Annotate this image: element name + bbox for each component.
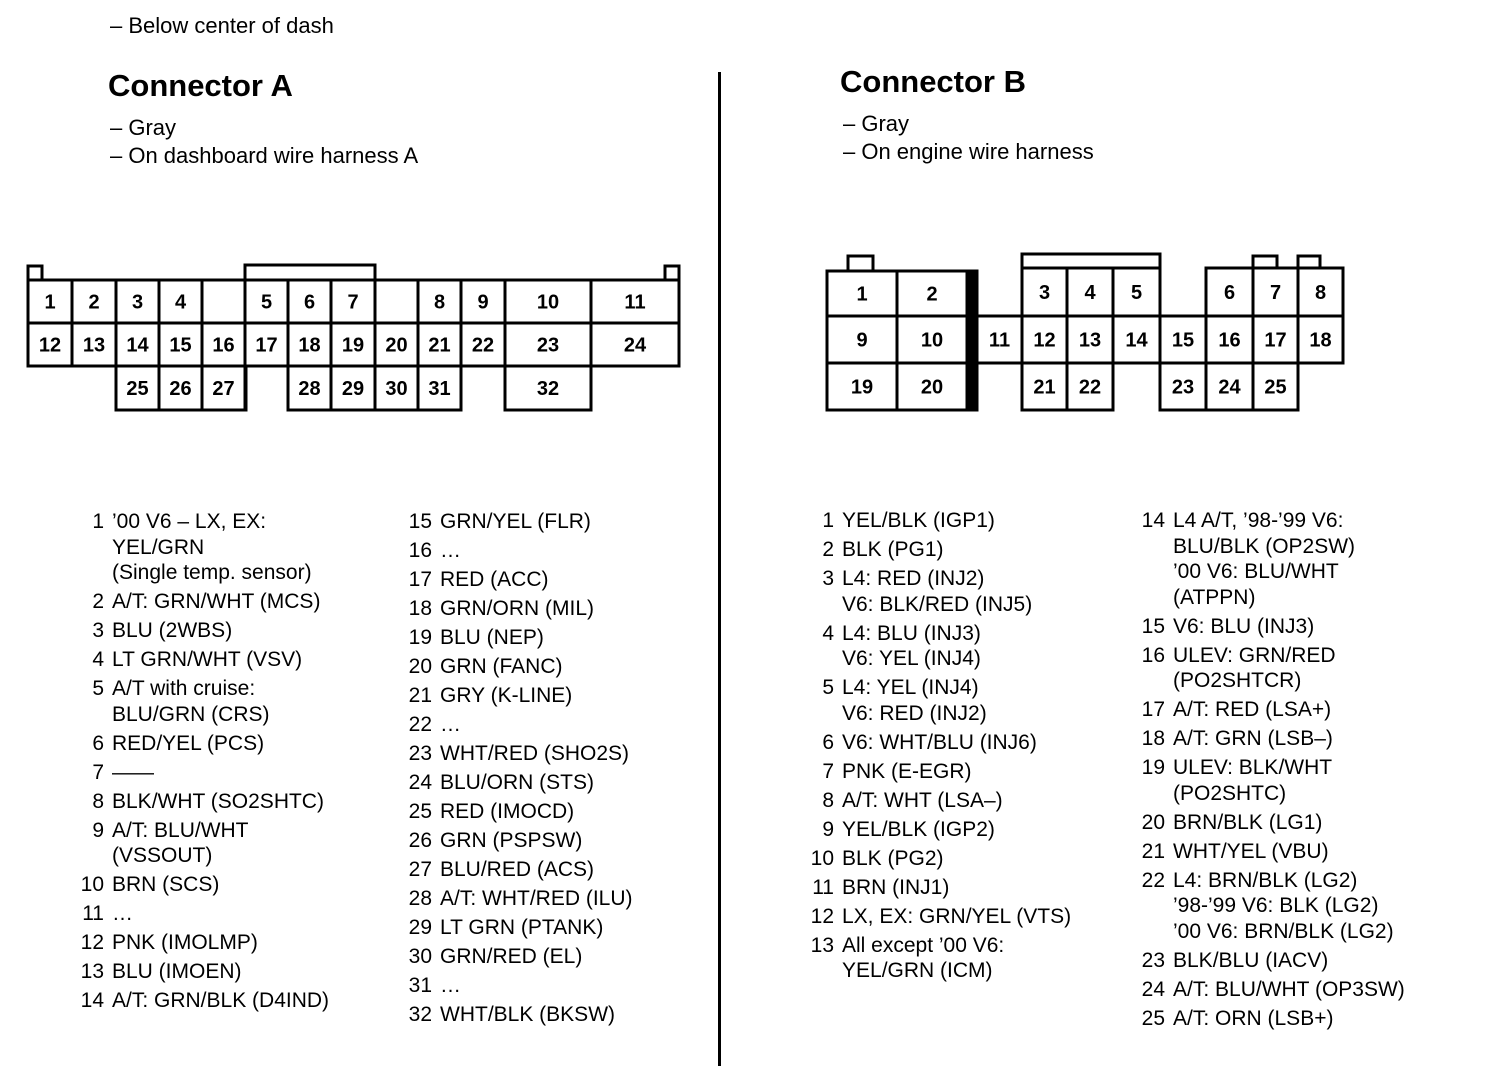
pin-description: A/T: BLU/WHT (112, 818, 249, 842)
connector-a-cavity-label: 32 (536, 378, 560, 400)
pin-description: L4: BLU (INJ3) (842, 621, 981, 645)
pin-description: ULEV: GRN/RED (1173, 643, 1336, 667)
connector-b-cavity-label: 25 (1264, 376, 1287, 399)
connector-a-pin-29 (408, 915, 633, 941)
pin-description: GRN (FANC) (440, 655, 563, 678)
connector-b-pin-16 (1141, 643, 1405, 694)
pin-number: 17 (408, 568, 432, 591)
pin-description: BLU/RED (ACS) (440, 858, 595, 881)
connector-a-pin-32 (408, 1002, 633, 1028)
pin-number: 28 (408, 887, 432, 910)
pin-number: 7 (822, 759, 834, 783)
connector-b-cavity-label: 7 (1269, 282, 1282, 304)
pin-description: BLU (IMOEN) (112, 960, 242, 983)
connector-a-pin-26 (408, 828, 633, 854)
connector-a-cavity-label: 28 (298, 378, 321, 400)
connector-a-pin-6 (92, 731, 329, 757)
connector-a-pin-16 (408, 538, 633, 564)
connector-a-cavity-label: 24 (623, 334, 647, 357)
pin-description: LT GRN/WHT (VSV) (112, 648, 303, 671)
pin-number: 4 (822, 621, 834, 645)
connector-a-cavity-label: 6 (303, 291, 316, 314)
pin-number: 29 (408, 916, 432, 939)
pin-description: A/T with cruise: (112, 677, 256, 700)
pin-description: WHT/RED (SHO2S) (440, 742, 629, 765)
pin-number: 22 (1141, 868, 1165, 892)
pin-description: YEL/BLK (IGP1) (842, 509, 995, 532)
pin-description: A/T: GRN/WHT (MCS) (112, 590, 321, 613)
pin-number: 21 (1141, 839, 1165, 863)
pin-number: 25 (408, 800, 432, 823)
connector-b-outline (827, 254, 1320, 410)
connector-a-pin-21 (408, 683, 633, 709)
pin-number: 10 (810, 846, 834, 870)
connector-a-pin-15 (408, 509, 633, 535)
pin-description: A/T: WHT/RED (ILU) (440, 887, 633, 910)
pin-description: —— (112, 760, 154, 784)
pin-description: A/T: RED (LSA+) (1173, 698, 1332, 721)
pin-number: 17 (1141, 698, 1165, 721)
connector-b-pin-15 (1141, 614, 1405, 640)
pin-description: BLU (NEP) (440, 626, 544, 649)
connector-b-pin-20 (1141, 810, 1405, 836)
pin-number: 12 (810, 904, 834, 928)
pin-description: BLU/GRN (CRS) (112, 702, 270, 726)
connector-b-pin-21 (1141, 839, 1405, 865)
connector-b-cavity-label: 6 (1223, 282, 1236, 304)
pin-description: L4 A/T, ’98-’99 V6: (1173, 509, 1344, 532)
pin-description: ULEV: BLK/WHT (1173, 756, 1333, 779)
pin-description: BLK/WHT (SO2SHTC) (112, 789, 324, 813)
pin-number: 15 (408, 510, 432, 533)
pin-number: 5 (92, 677, 104, 700)
connector-a-pin-list-right (408, 509, 633, 1031)
pin-number: 4 (92, 648, 104, 671)
pin-description: BRN (INJ1) (842, 875, 950, 899)
connector-b-pin-10 (810, 846, 1071, 872)
connector-a-pin-3 (92, 618, 329, 644)
connector-a-cavity-label: 2 (88, 291, 100, 314)
pin-description: RED/YEL (PCS) (112, 731, 265, 755)
pin-description: V6: YEL (INJ4) (842, 647, 981, 670)
pin-description: YEL/BLK (IGP2) (842, 817, 995, 841)
pin-description: BRN/BLK (LG1) (1173, 810, 1323, 834)
pin-description: GRN/RED (EL) (440, 945, 583, 968)
connector-b-pin-5 (822, 675, 1071, 726)
pin-number: 31 (408, 974, 432, 997)
connector-b-pin-1 (822, 508, 1071, 534)
pin-description: WHT/BLK (BKSW) (440, 1003, 616, 1026)
connector-b-title: Connector B (840, 64, 1026, 99)
connector-b-cavity-label: 8 (1314, 282, 1327, 304)
connector-a-pin-24 (408, 770, 633, 796)
pin-number: 14 (80, 989, 104, 1012)
connector-b-cavity-label: 5 (1130, 282, 1143, 304)
pin-number: 6 (822, 730, 834, 754)
connector-a-pin-22 (408, 712, 633, 738)
connector-a-pin-25 (408, 799, 633, 825)
connector-a-pin-8 (92, 789, 329, 815)
connector-b-cavity-label: 10 (920, 329, 944, 352)
connector-a-pin-10 (80, 872, 329, 898)
pin-description: … (440, 713, 461, 736)
pin-number: 8 (822, 788, 834, 812)
connector-b-pin-17 (1141, 697, 1405, 723)
connector-b-cavity-label: 15 (1171, 329, 1195, 352)
pin-description: All except ’00 V6: (842, 933, 1005, 957)
connector-a-pin-19 (408, 625, 633, 651)
pin-description: L4: RED (INJ2) (842, 567, 985, 590)
connector-a-cavity-label: 10 (536, 291, 560, 314)
pin-description: BLU (2WBS) (112, 619, 233, 642)
connector-b-cavity-label: 17 (1264, 329, 1287, 352)
connector-b-cavity-label: 4 (1084, 282, 1096, 304)
pin-number: 13 (80, 960, 104, 983)
connector-b-cavity-label: 20 (920, 376, 944, 399)
connector-a-pin-1 (92, 509, 329, 586)
connector-b-pin-3 (822, 566, 1071, 617)
pin-description: RED (IMOCD) (440, 800, 575, 823)
connector-a-note-color: – Gray (110, 115, 177, 140)
pin-description: V6: BLK/RED (INJ5) (842, 592, 1033, 616)
pin-number: 20 (408, 655, 432, 678)
connector-b-pin-9 (822, 817, 1071, 843)
pin-number: 27 (408, 858, 432, 881)
pin-number: 2 (92, 590, 104, 613)
connector-a-cavity-label: 1 (44, 291, 56, 314)
connector-b-pin-6 (822, 730, 1071, 756)
connector-a-pin-18 (408, 596, 633, 622)
pin-description: ’00 V6: BLU/WHT (1173, 560, 1339, 583)
connector-a-cavity-label: 13 (82, 334, 106, 357)
connector-b-cavity-label: 12 (1033, 329, 1056, 352)
pin-description: (PO2SHTC) (1173, 781, 1287, 805)
connector-b-pin-13 (810, 933, 1071, 984)
connector-b-cavity-label: 19 (850, 376, 874, 399)
connector-b-pin-list-left (810, 508, 1072, 987)
pin-description: … (440, 974, 461, 997)
pin-number: 25 (1141, 1006, 1165, 1030)
pin-description: A/T: GRN (LSB–) (1173, 727, 1333, 750)
pin-number: 22 (408, 713, 432, 736)
pin-number: 30 (408, 945, 432, 968)
pin-number: 26 (408, 829, 432, 852)
pin-number: 23 (408, 742, 432, 765)
connector-a-pin-11 (82, 901, 329, 927)
pin-description: L4: BRN/BLK (LG2) (1173, 868, 1358, 892)
connector-a-cavity-label: 30 (385, 378, 408, 400)
pin-description: (Single temp. sensor) (112, 561, 312, 584)
pin-number: 5 (822, 676, 834, 699)
pin-number: 9 (92, 818, 104, 842)
pin-number: 16 (408, 539, 432, 562)
pin-description: YEL/GRN (112, 535, 205, 559)
connector-a-pin-31 (408, 973, 633, 999)
connector-a-pin-23 (408, 741, 633, 767)
connector-a-title: Connector A (108, 68, 293, 103)
pin-description: BLU/ORN (STS) (440, 771, 595, 794)
pin-description: ’00 V6 – LX, EX: (112, 510, 267, 533)
top-note: – Below center of dash (110, 13, 334, 38)
connector-b-cavity-label: 16 (1218, 329, 1241, 352)
connector-b-pin-14 (1141, 508, 1405, 610)
connector-b-cavity-label: 21 (1033, 376, 1056, 399)
connector-a-cavity-label: 19 (341, 334, 365, 357)
connector-a-pin-list-left (80, 509, 330, 1017)
connector-b-cavity-label: 1 (856, 283, 868, 306)
pin-number: 3 (92, 619, 104, 642)
connector-b-pin-24 (1141, 977, 1405, 1003)
connector-b-cavity-label: 23 (1171, 376, 1195, 399)
pin-number: 18 (408, 597, 432, 620)
pin-description: (PO2SHTCR) (1173, 669, 1302, 692)
connector-a-cavity-label: 5 (260, 291, 273, 314)
pin-number: 23 (1141, 948, 1165, 972)
pin-description: LT GRN (PTANK) (440, 916, 604, 939)
connector-a-cavity-label: 15 (169, 334, 192, 357)
pin-description: (VSSOUT) (112, 844, 213, 867)
connector-a-pin-27 (408, 857, 633, 883)
connector-a-cavity-label: 9 (477, 291, 489, 314)
pin-description: A/T: WHT (LSA–) (842, 788, 1003, 812)
connector-a-pin-4 (92, 647, 329, 673)
pin-description: GRN (PSPSW) (440, 829, 583, 852)
connector-a-cavity-label: 8 (433, 291, 446, 314)
connector-a-pin-5 (92, 676, 329, 727)
pin-number: 8 (92, 789, 104, 813)
connector-a-pin-30 (408, 944, 633, 970)
connector-b-cavity-label: 18 (1309, 329, 1332, 352)
connector-a-cavity-label: 18 (298, 334, 321, 357)
pin-number: 20 (1141, 810, 1165, 834)
pin-description: LX, EX: GRN/YEL (VTS) (842, 904, 1072, 928)
connector-a-cavity-label: 11 (624, 291, 646, 314)
pin-number: 16 (1141, 643, 1165, 667)
connector-a-pin-7 (92, 760, 329, 786)
connector-a-cavity-label: 21 (428, 334, 451, 357)
connector-b-pin-23 (1141, 948, 1405, 974)
connector-b-pin-22 (1141, 868, 1405, 945)
connector-a-cavity-label: 23 (536, 334, 560, 357)
pin-number: 6 (92, 731, 104, 755)
connector-b-pin-18 (1141, 726, 1405, 752)
pin-description: … (112, 902, 133, 925)
pin-description: A/T: ORN (LSB+) (1173, 1006, 1334, 1030)
pin-description: V6: WHT/BLU (INJ6) (842, 730, 1037, 754)
pin-description: L4: YEL (INJ4) (842, 676, 979, 699)
pin-number: 1 (822, 509, 834, 532)
connector-b-pin-12 (810, 904, 1072, 930)
connector-a-cavity-label: 12 (38, 334, 62, 357)
pin-description: ’00 V6: BRN/BLK (LG2) (1173, 919, 1394, 943)
connector-a-cavity-label: 25 (126, 378, 149, 400)
pin-description: PNK (E-EGR) (842, 759, 972, 783)
pin-description: (ATPPN) (1173, 585, 1256, 609)
connector-a-cavity-label: 29 (341, 378, 365, 400)
pin-description: RED (ACC) (440, 568, 549, 591)
pin-number: 15 (1141, 614, 1165, 638)
connector-b-cavity-label: 11 (988, 329, 1011, 352)
connector-a-pin-12 (80, 930, 329, 956)
pin-description: BLU/BLK (OP2SW) (1173, 534, 1356, 558)
pin-number: 11 (812, 875, 834, 899)
pin-number: 19 (1141, 756, 1165, 779)
connector-b-pin-7 (822, 759, 1071, 785)
pin-number: 24 (408, 771, 432, 794)
pin-description: V6: RED (INJ2) (842, 701, 987, 725)
pin-number: 10 (80, 873, 104, 896)
pin-description: BLK (PG2) (842, 846, 944, 870)
connector-b-note-color: – Gray (843, 111, 910, 136)
connector-b-cavity-label: 9 (856, 329, 868, 352)
connector-a-cavity-label: 27 (212, 378, 235, 400)
pin-number: 14 (1141, 509, 1165, 532)
pin-description: GRN/ORN (MIL) (440, 597, 594, 620)
pin-number: 9 (822, 817, 834, 841)
pin-number: 12 (80, 931, 104, 954)
connector-b-pin-19 (1141, 755, 1405, 806)
connector-b-pin-4 (822, 621, 1071, 672)
pin-number: 18 (1141, 727, 1165, 750)
pin-description: WHT/YEL (VBU) (1173, 839, 1329, 863)
connector-a-cavity-label: 7 (347, 291, 359, 314)
pin-number: 2 (822, 538, 834, 561)
connector-a-cavity-label: 4 (174, 291, 187, 314)
pin-description: PNK (IMOLMP) (112, 931, 258, 954)
connector-b-pin-11 (812, 875, 1071, 901)
connector-a-cavity-label: 31 (428, 378, 451, 400)
connector-a-pin-9 (92, 818, 329, 869)
connector-a-pin-13 (80, 959, 329, 985)
connector-a-cavity-label: 22 (471, 334, 495, 357)
connector-a-pin-17 (408, 567, 633, 593)
connector-b-cavity-label: 13 (1078, 329, 1102, 352)
connector-a-cavity-label: 3 (131, 291, 144, 314)
connector-a-cavity-label: 26 (169, 378, 192, 400)
connector-b-cavity-label: 3 (1038, 282, 1051, 304)
connector-a-pin-28 (408, 886, 633, 912)
pin-description: BRN (SCS) (112, 873, 220, 896)
connector-b-cavity-label: 24 (1218, 376, 1241, 399)
pin-number: 19 (408, 626, 432, 649)
pin-description: GRY (K-LINE) (440, 684, 573, 707)
connector-a-cavity-label: 20 (385, 334, 408, 357)
pin-description: A/T: GRN/BLK (D4IND) (112, 989, 330, 1012)
pin-number: 1 (92, 510, 104, 533)
connector-a-pin-20 (408, 654, 633, 680)
connector-b-cavity-label: 2 (926, 283, 938, 306)
pin-description: V6: BLU (INJ3) (1173, 614, 1315, 638)
pin-description: YEL/GRN (ICM) (842, 959, 993, 982)
connector-a-pin-14 (80, 988, 330, 1014)
pin-description: BLK/BLU (IACV) (1173, 948, 1329, 972)
connector-b-pin-2 (822, 537, 1071, 563)
connector-b-pin-list-right (1141, 508, 1405, 1035)
pin-number: 13 (810, 933, 834, 957)
pin-number: 21 (408, 684, 432, 707)
pin-number: 7 (92, 760, 104, 784)
pin-number: 32 (408, 1003, 432, 1026)
pin-description: ’98-’99 V6: BLK (LG2) (1173, 894, 1379, 917)
pin-description: A/T: BLU/WHT (OP3SW) (1173, 977, 1405, 1001)
connector-a-pin-2 (92, 589, 329, 615)
connector-b-cavity-label: 22 (1078, 376, 1102, 399)
connector-a-cavity-label: 14 (126, 334, 149, 357)
connector-b-pin-8 (822, 788, 1071, 814)
connector-b-pin-25 (1141, 1006, 1405, 1032)
connector-b-cavity-label: 14 (1125, 329, 1148, 352)
pin-number: 24 (1141, 977, 1165, 1001)
connector-a-cavity-label: 17 (255, 334, 278, 357)
pin-description: BLK (PG1) (842, 538, 944, 561)
pin-number: 11 (82, 902, 104, 925)
pin-description: … (440, 539, 461, 562)
connector-a-cavity-label: 16 (212, 334, 235, 357)
connector-a-note-location: – On dashboard wire harness A (110, 143, 419, 168)
pin-description: GRN/YEL (FLR) (440, 510, 591, 533)
connector-b-note-location: – On engine wire harness (843, 139, 1094, 164)
pin-number: 3 (822, 567, 834, 590)
